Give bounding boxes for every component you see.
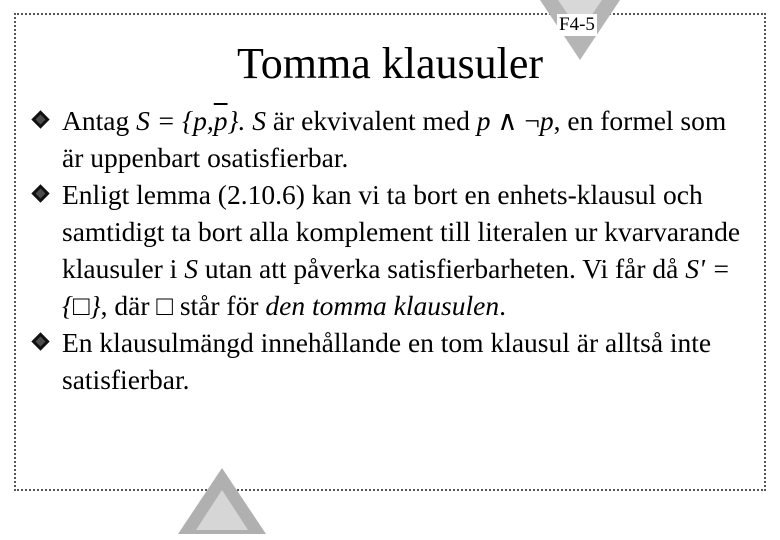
bullet-text-segment: utan att påverka satisfierbarheten. Vi får då <box>197 253 686 284</box>
bullet-text <box>62 105 726 173</box>
bullet-text-segment: är ekvivalent med <box>266 105 477 136</box>
bullet-item-2 <box>34 176 754 324</box>
bullet-text-segment: p <box>539 105 554 136</box>
diamond-bullet-icon <box>31 110 49 128</box>
bullet-text-segment: }. S <box>227 105 267 136</box>
bullet-text-segment: S <box>184 253 198 284</box>
bullet-list <box>34 102 754 398</box>
bullet-text-segment: , där □ står för <box>100 290 266 321</box>
bullet-item-3 <box>34 324 754 398</box>
bullet-item-1 <box>34 102 754 176</box>
bullet-text <box>62 327 711 395</box>
page-number: F4-5 <box>559 14 595 35</box>
bullet-text <box>62 179 740 321</box>
slide-title: Tomma klausuler <box>236 39 544 88</box>
bullet-text-segment: Enligt lemma (2.10.6) kan vi ta bort en enhets-klausul och samtidigt ta bort alla komplement till literalen ur kvarvarande klausuler i <box>62 179 741 284</box>
bullet-text-segment: S = {p, <box>136 105 214 136</box>
diamond-bullet-icon <box>31 332 49 350</box>
bullet-text-segment: En klausulmängd innehållande en tom klausul är alltså inte satisfierbar. <box>62 327 712 395</box>
bullet-text-segment: den tomma klausulen <box>265 290 500 321</box>
bullet-text-segment: ∧ ¬ <box>490 105 540 136</box>
bullet-text-segment: , en formel som är uppenbart osatisfierbar. <box>62 105 727 173</box>
bullet-text-segment: p <box>476 105 491 136</box>
bottom-triangle-decoration <box>178 468 266 540</box>
bullet-text-segment: Antag <box>62 105 137 136</box>
bullet-text-segment: $\overline{p}$ <box>213 105 228 136</box>
bullet-text-segment: . <box>499 290 506 321</box>
diamond-bullet-icon <box>31 184 49 202</box>
bullet-text-segment: S' = {□} <box>62 253 731 321</box>
